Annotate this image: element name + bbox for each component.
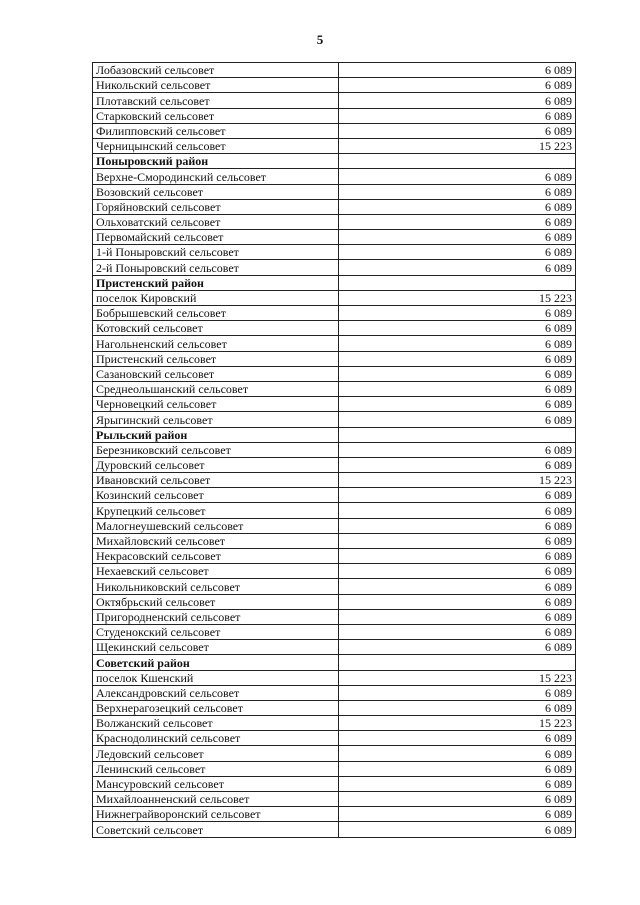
municipality-name-cell: Нехаевский сельсовет [93, 564, 339, 579]
municipality-name-cell: поселок Кировский [93, 290, 339, 305]
allocation-table [92, 62, 576, 838]
table-row [93, 716, 576, 731]
table-row [93, 108, 576, 123]
municipality-name-cell: Нижнеграйворонский сельсовет [93, 807, 339, 822]
table-row [93, 366, 576, 381]
table-row [93, 290, 576, 305]
amount-cell: 15 223 [338, 473, 576, 488]
amount-cell: 6 089 [338, 776, 576, 791]
amount-cell: 6 089 [338, 685, 576, 700]
municipality-name-cell: Александровский сельсовет [93, 685, 339, 700]
table-body [93, 63, 576, 838]
table-row [93, 260, 576, 275]
municipality-name-cell: Никольский сельсовет [93, 78, 339, 93]
amount-cell: 6 089 [338, 108, 576, 123]
table-row [93, 412, 576, 427]
municipality-name-cell: Бобрышевский сельсовет [93, 306, 339, 321]
amount-cell: 6 089 [338, 792, 576, 807]
table-row [93, 533, 576, 548]
municipality-name-cell: Никольниковский сельсовет [93, 579, 339, 594]
municipality-name-cell: Старковский сельсовет [93, 108, 339, 123]
municipality-name-cell: Мансуровский сельсовет [93, 776, 339, 791]
municipality-name-cell: Ленинский сельсовет [93, 761, 339, 776]
amount-cell: 6 089 [338, 533, 576, 548]
municipality-name-cell: Дуровский сельсовет [93, 457, 339, 472]
table-row [93, 93, 576, 108]
municipality-name-cell: Студенокский сельсовет [93, 624, 339, 639]
amount-cell: 6 089 [338, 123, 576, 138]
table-row [93, 351, 576, 366]
table-row [93, 63, 576, 78]
table-row [93, 442, 576, 457]
amount-cell: 6 089 [338, 609, 576, 624]
table-row [93, 609, 576, 624]
table-row [93, 579, 576, 594]
table-row [93, 381, 576, 396]
amount-cell [338, 427, 576, 442]
table-row [93, 230, 576, 245]
table-row [93, 518, 576, 533]
amount-cell: 15 223 [338, 290, 576, 305]
allocation-table-container [92, 62, 576, 838]
municipality-name-cell: Сазановский сельсовет [93, 366, 339, 381]
amount-cell: 6 089 [338, 594, 576, 609]
municipality-name-cell: Первомайский сельсовет [93, 230, 339, 245]
municipality-name-cell: Краснодолинский сельсовет [93, 731, 339, 746]
table-row [93, 700, 576, 715]
municipality-name-cell: Среднеольшанский сельсовет [93, 381, 339, 396]
amount-cell: 6 089 [338, 230, 576, 245]
amount-cell [338, 154, 576, 169]
amount-cell: 15 223 [338, 670, 576, 685]
table-row [93, 397, 576, 412]
municipality-name-cell: Михайловский сельсовет [93, 533, 339, 548]
amount-cell: 15 223 [338, 716, 576, 731]
table-row [93, 488, 576, 503]
municipality-name-cell: Черницынский сельсовет [93, 138, 339, 153]
municipality-name-cell: Верхне-Смородинский сельсовет [93, 169, 339, 184]
amount-cell: 6 089 [338, 442, 576, 457]
amount-cell: 6 089 [338, 640, 576, 655]
amount-cell: 6 089 [338, 457, 576, 472]
municipality-name-cell: Верхнерагозецкий сельсовет [93, 700, 339, 715]
municipality-name-cell: Лобазовский сельсовет [93, 63, 339, 78]
district-header-row [93, 154, 576, 169]
municipality-name-cell: Щекинский сельсовет [93, 640, 339, 655]
district-name-cell: Пристенский район [93, 275, 339, 290]
table-row [93, 123, 576, 138]
municipality-name-cell: Ледовский сельсовет [93, 746, 339, 761]
municipality-name-cell: Пригородненский сельсовет [93, 609, 339, 624]
amount-cell: 6 089 [338, 397, 576, 412]
table-row [93, 503, 576, 518]
table-row [93, 457, 576, 472]
amount-cell: 6 089 [338, 321, 576, 336]
table-row [93, 138, 576, 153]
table-row [93, 822, 576, 837]
amount-cell: 6 089 [338, 746, 576, 761]
municipality-name-cell: Волжанский сельсовет [93, 716, 339, 731]
amount-cell: 6 089 [338, 807, 576, 822]
table-row [93, 640, 576, 655]
amount-cell: 6 089 [338, 306, 576, 321]
amount-cell: 6 089 [338, 488, 576, 503]
municipality-name-cell: Нагольненский сельсовет [93, 336, 339, 351]
amount-cell: 6 089 [338, 549, 576, 564]
table-row [93, 184, 576, 199]
table-row [93, 321, 576, 336]
table-row [93, 199, 576, 214]
municipality-name-cell: Октябрьский сельсовет [93, 594, 339, 609]
amount-cell: 6 089 [338, 366, 576, 381]
municipality-name-cell: Советский сельсовет [93, 822, 339, 837]
table-row [93, 731, 576, 746]
table-row [93, 807, 576, 822]
municipality-name-cell: Котовский сельсовет [93, 321, 339, 336]
amount-cell: 6 089 [338, 169, 576, 184]
table-row [93, 169, 576, 184]
table-row [93, 336, 576, 351]
table-row [93, 594, 576, 609]
municipality-name-cell: поселок Кшенский [93, 670, 339, 685]
district-name-cell: Поныровский район [93, 154, 339, 169]
table-row [93, 776, 576, 791]
table-row [93, 564, 576, 579]
amount-cell: 6 089 [338, 245, 576, 260]
amount-cell: 6 089 [338, 564, 576, 579]
table-row [93, 792, 576, 807]
amount-cell: 6 089 [338, 579, 576, 594]
amount-cell: 6 089 [338, 518, 576, 533]
table-row [93, 306, 576, 321]
amount-cell: 6 089 [338, 63, 576, 78]
amount-cell: 6 089 [338, 214, 576, 229]
municipality-name-cell: Козинский сельсовет [93, 488, 339, 503]
amount-cell: 6 089 [338, 761, 576, 776]
municipality-name-cell: 1-й Поныровский сельсовет [93, 245, 339, 260]
district-name-cell: Рыльский район [93, 427, 339, 442]
table-row [93, 473, 576, 488]
amount-cell: 6 089 [338, 700, 576, 715]
table-row [93, 670, 576, 685]
amount-cell: 6 089 [338, 822, 576, 837]
table-row [93, 624, 576, 639]
table-row [93, 214, 576, 229]
district-header-row [93, 427, 576, 442]
district-header-row [93, 275, 576, 290]
municipality-name-cell: Возовский сельсовет [93, 184, 339, 199]
table-row [93, 761, 576, 776]
municipality-name-cell: Ольховатский сельсовет [93, 214, 339, 229]
page-number: 5 [316, 32, 324, 47]
municipality-name-cell: Малогнеушевский сельсовет [93, 518, 339, 533]
amount-cell: 6 089 [338, 199, 576, 214]
table-row [93, 549, 576, 564]
amount-cell [338, 655, 576, 670]
municipality-name-cell: Михайлоанненский сельсовет [93, 792, 339, 807]
amount-cell: 6 089 [338, 381, 576, 396]
amount-cell: 6 089 [338, 351, 576, 366]
table-row [93, 245, 576, 260]
amount-cell: 6 089 [338, 731, 576, 746]
municipality-name-cell: Филипповский сельсовет [93, 123, 339, 138]
amount-cell: 6 089 [338, 93, 576, 108]
amount-cell: 6 089 [338, 184, 576, 199]
amount-cell: 6 089 [338, 412, 576, 427]
amount-cell: 15 223 [338, 138, 576, 153]
amount-cell: 6 089 [338, 260, 576, 275]
municipality-name-cell: Плотавский сельсовет [93, 93, 339, 108]
municipality-name-cell: Ярыгинский сельсовет [93, 412, 339, 427]
table-row [93, 746, 576, 761]
table-row [93, 78, 576, 93]
municipality-name-cell: Крупецкий сельсовет [93, 503, 339, 518]
table-row [93, 685, 576, 700]
district-name-cell: Советский район [93, 655, 339, 670]
municipality-name-cell: Ивановский сельсовет [93, 473, 339, 488]
municipality-name-cell: 2-й Поныровский сельсовет [93, 260, 339, 275]
municipality-name-cell: Некрасовский сельсовет [93, 549, 339, 564]
amount-cell: 6 089 [338, 503, 576, 518]
municipality-name-cell: Черновецкий сельсовет [93, 397, 339, 412]
amount-cell [338, 275, 576, 290]
district-header-row [93, 655, 576, 670]
municipality-name-cell: Пристенский сельсовет [93, 351, 339, 366]
municipality-name-cell: Горяйновский сельсовет [93, 199, 339, 214]
municipality-name-cell: Березниковский сельсовет [93, 442, 339, 457]
amount-cell: 6 089 [338, 336, 576, 351]
amount-cell: 6 089 [338, 624, 576, 639]
amount-cell: 6 089 [338, 78, 576, 93]
